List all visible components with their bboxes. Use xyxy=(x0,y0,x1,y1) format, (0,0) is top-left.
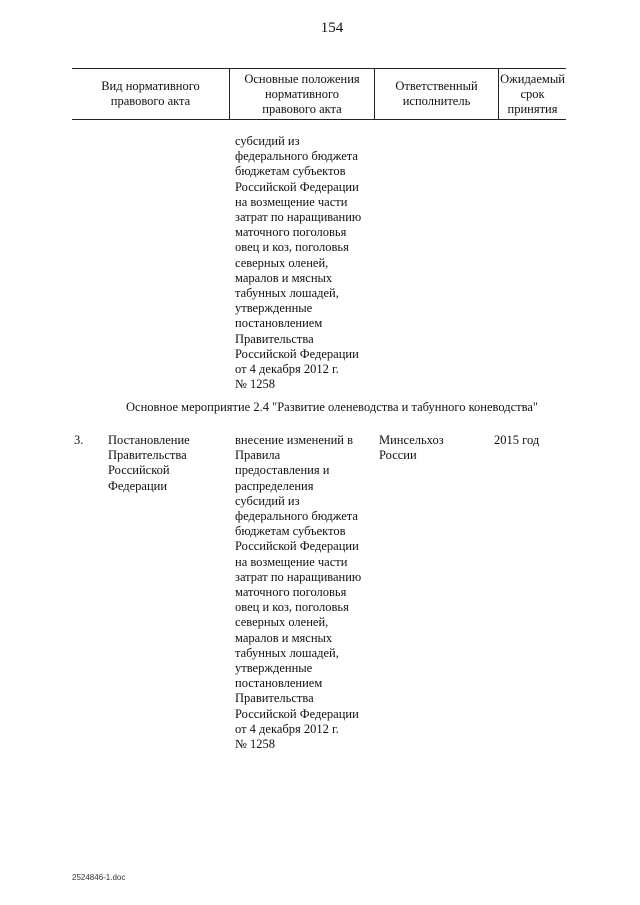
header-main-provisions-label: Основные положения нормативного правового акта xyxy=(244,71,360,116)
page-number: 154 xyxy=(320,20,344,36)
header-term xyxy=(499,69,566,119)
header-responsible-label: Ответственный исполнитель xyxy=(395,79,478,108)
header-main-provisions xyxy=(230,69,375,119)
row-main-provisions: внесение изменений в Правила предоставления и распределения субсидий из федерального бюджета бюджетам субъектов Российской Федерации на возмещение части затрат по наращиванию маточного поголовья овец и коз, поголовья северных оленей, маралов и мясных табунных лошадей, утвержденные постановлением Правительства Российской Федерации от 4 декабря 2012 г. № 1258 xyxy=(235,433,362,752)
section-title: Основное мероприятие 2.4 "Развитие оленеводства и табунного коневодства" xyxy=(126,400,538,414)
table-header xyxy=(72,68,566,120)
row-number: 3. xyxy=(74,433,84,447)
header-act-type xyxy=(72,69,230,119)
header-responsible xyxy=(375,69,499,119)
continuation-text: субсидий из федерального бюджета бюджетам субъектов Российской Федерации на возмещение части затрат по наращиванию маточного поголовья овец и коз, поголовья северных оленей, маралов и мясных табунных лошадей, утвержденные постановлением Правительства Российской Федерации от 4 декабря 2012 г. № 1258 xyxy=(235,134,362,392)
row-responsible: Минсельхоз России xyxy=(379,433,444,463)
row-act-type: Постановление Правительства Российской Федерации xyxy=(108,433,190,493)
row-term: 2015 год xyxy=(494,433,540,447)
header-act-type-label: Вид нормативного правового акта xyxy=(101,79,200,108)
header-term-label: Ожидаемый срок принятия xyxy=(500,71,565,116)
footer-filename: 2524846-1.doc xyxy=(72,873,126,882)
